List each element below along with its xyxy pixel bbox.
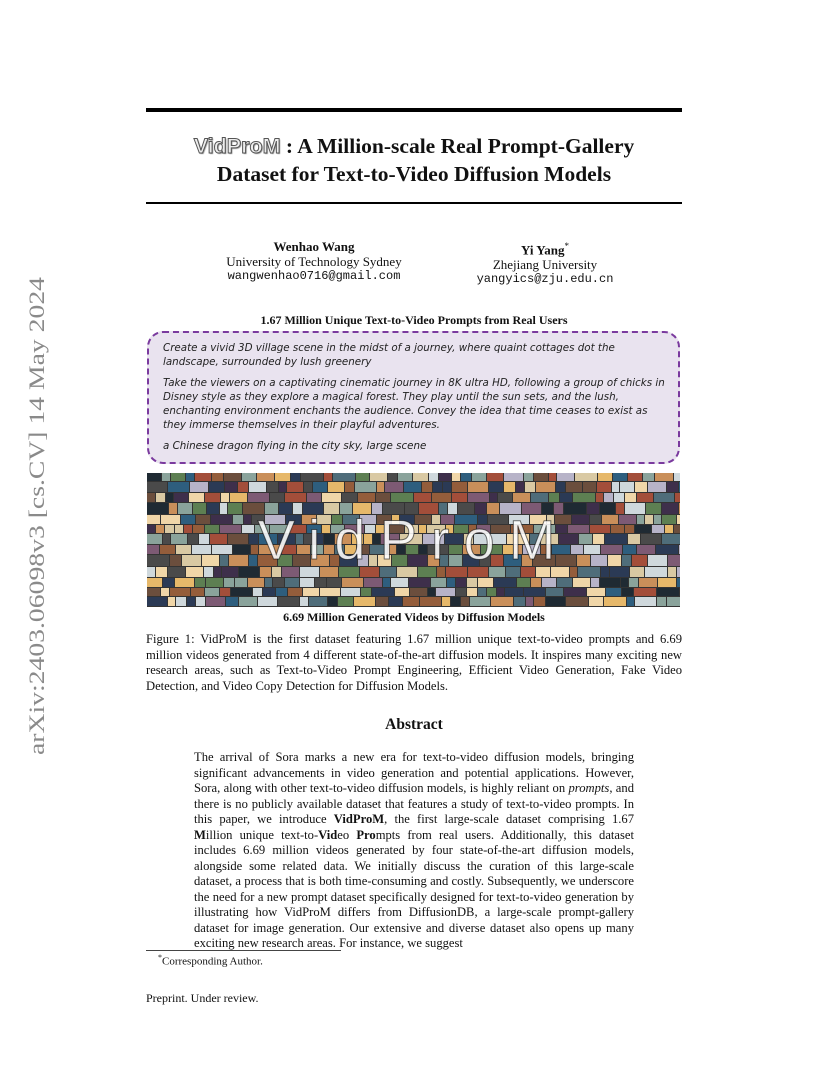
mosaic-thumbnail: [230, 493, 247, 502]
mosaic-thumbnail: [338, 597, 353, 606]
mosaic-thumbnail: [491, 597, 513, 606]
mosaic-thumbnail: [524, 588, 545, 596]
mosaic-thumbnail: [388, 473, 397, 481]
mosaic-thumbnail: [487, 473, 503, 481]
mosaic-thumbnail: [622, 588, 633, 596]
mosaic-thumbnail: [648, 482, 666, 492]
mosaic-thumbnail: [224, 473, 241, 481]
mosaic-thumbnail: [531, 493, 548, 502]
mosaic-thumbnail: [265, 578, 272, 587]
mosaic-thumbnail: [436, 588, 455, 596]
mosaic-thumbnail: [257, 473, 274, 481]
mosaic-thumbnail: [564, 588, 586, 596]
mosaic-thumbnail: [278, 597, 299, 606]
mosaic-thumbnail: [162, 473, 170, 481]
author-block: [204, 239, 424, 284]
mosaic-thumbnail: [452, 473, 460, 481]
mosaic-thumbnail: [516, 482, 524, 492]
mosaic-thumbnail: [361, 588, 371, 596]
mosaic-thumbnail: [534, 473, 548, 481]
mosaic-thumbnail: [355, 482, 376, 492]
mosaic-thumbnail: [163, 578, 174, 587]
mosaic-thumbnail: [587, 588, 605, 596]
title-rule-top: [146, 108, 682, 112]
mosaic-thumbnail: [409, 578, 430, 587]
mosaic-thumbnail: [549, 473, 556, 481]
mosaic-thumbnail: [461, 473, 471, 481]
mosaic-thumbnail: [431, 578, 446, 587]
mosaic-thumbnail: [635, 597, 656, 606]
footnote-text: Corresponding Author.: [162, 955, 263, 968]
paper-title: [146, 132, 682, 188]
mosaic-thumbnail: [175, 578, 194, 587]
mosaic-thumbnail: [328, 482, 344, 492]
footnote-mark: *: [158, 953, 162, 962]
mosaic-thumbnail: [276, 588, 287, 596]
mosaic-thumbnail: [395, 588, 409, 596]
mosaic-thumbnail: [324, 473, 332, 481]
mosaic-thumbnail: [429, 473, 438, 481]
mosaic-thumbnail: [403, 597, 419, 606]
mosaic-thumbnail: [470, 597, 490, 606]
mosaic-thumbnail: [478, 588, 486, 596]
mosaic-thumbnail: [560, 493, 572, 502]
mosaic-thumbnail: [534, 597, 545, 606]
arxiv-identifier: [24, 275, 50, 755]
mosaic-thumbnail: [376, 597, 388, 606]
mosaic-thumbnail: [422, 482, 432, 492]
mosaic-thumbnail: [300, 597, 308, 606]
mosaic-thumbnail: [333, 473, 355, 481]
mosaic-thumbnail: [657, 597, 666, 606]
mosaic-thumbnail: [566, 597, 588, 606]
mosaic-thumbnail: [614, 493, 624, 502]
mosaic-thumbnail: [322, 493, 341, 502]
prompt-example: a Chinese dragon flying in the city sky, large scene: [163, 439, 427, 452]
mosaic-thumbnail: [531, 578, 541, 587]
mosaic-thumbnail: [364, 578, 382, 587]
mosaic-thumbnail: [600, 578, 620, 587]
mosaic-thumbnail: [546, 597, 565, 606]
mosaic-thumbnail: [341, 588, 360, 596]
mosaic-thumbnail: [657, 588, 679, 596]
prompts-heading: 1.67 Million Unique Text-to-Video Prompts from Real Users: [260, 313, 568, 327]
mosaic-thumbnail: [239, 597, 257, 606]
mosaic-thumbnail: [273, 578, 284, 587]
mosaic-thumbnail: [389, 597, 402, 606]
mosaic-thumbnail: [383, 578, 390, 587]
mosaic-thumbnail: [287, 482, 303, 492]
abstract-text: mpts from real users. Additionally, this dataset includes 6.69 million videos generated by four state-of-the-art diffusion models, alongside some related data. We initially discuss the curation of this large-scale dataset, a process that is both time-consuming and costly. Subsequently, we underscore the need for a new prompt dataset specifically designed for text-to-video generation by illustrating how VidProM differs from DiffusionDB, a large-scale prompt-gallery dataset for image generation. Our extensive and diverse dataset also opens up many exciting new research areas. For instance, we suggest: [194, 827, 634, 950]
mosaic-thumbnail: [220, 588, 230, 596]
mosaic-thumbnail: [620, 482, 634, 492]
title-brand-logo: VidProM: [193, 134, 281, 158]
mosaic-thumbnail: [598, 473, 612, 481]
mosaic-thumbnail: [634, 588, 656, 596]
mosaic-thumbnail: [249, 482, 266, 492]
mosaic-thumbnail: [372, 588, 394, 596]
mosaic-thumbnail: [497, 588, 504, 596]
abstract-bold: Vid: [318, 827, 338, 842]
mosaic-thumbnail: [313, 482, 327, 492]
abstract-bold: M: [194, 827, 206, 842]
mosaic-thumbnail: [342, 578, 363, 587]
mosaic-thumbnail: [187, 597, 195, 606]
abstract-body: [194, 750, 634, 952]
mosaic-thumbnail: [675, 493, 680, 502]
abstract-bold: Pro: [356, 827, 376, 842]
mosaic-thumbnail: [549, 493, 559, 502]
mosaic-thumbnail: [504, 482, 515, 492]
mosaic-thumbnail: [606, 588, 621, 596]
mosaic-thumbnail: [258, 597, 277, 606]
mosaic-thumbnail: [354, 597, 375, 606]
abstract-text: , the first large-scale dataset comprising 1.67: [384, 812, 634, 826]
mosaic-thumbnail: [376, 493, 390, 502]
mosaic-thumbnail: [472, 473, 486, 481]
mosaic-thumbnail: [161, 588, 169, 596]
mosaic-thumbnail: [231, 588, 252, 596]
gallery-overlay-title: VidProM: [257, 508, 570, 571]
mosaic-thumbnail: [505, 588, 523, 596]
mosaic-thumbnail: [186, 473, 194, 481]
mosaic-thumbnail: [248, 578, 264, 587]
mosaic-thumbnail: [556, 482, 565, 492]
mosaic-thumbnail: [174, 493, 188, 502]
mosaic-thumbnail: [176, 597, 186, 606]
mosaic-thumbnail: [589, 597, 603, 606]
mosaic-thumbnail: [391, 493, 413, 502]
mosaic-thumbnail: [517, 578, 530, 587]
mosaic-thumbnail: [557, 473, 574, 481]
mosaic-thumbnail: [414, 493, 431, 502]
mosaic-thumbnail: [546, 588, 563, 596]
mosaic-thumbnail: [504, 473, 523, 481]
mosaic-thumbnail: [604, 597, 626, 606]
author-block: [435, 239, 655, 287]
abstract-heading: Abstract: [385, 716, 443, 733]
mosaic-thumbnail: [328, 597, 337, 606]
mosaic-thumbnail: [315, 578, 326, 587]
mosaic-thumbnail: [263, 588, 275, 596]
abstract-bold: VidProM: [333, 812, 385, 826]
abstract-emphasis: prompts: [568, 781, 610, 795]
mosaic-thumbnail: [433, 482, 442, 492]
mosaic-thumbnail: [451, 597, 460, 606]
author-name: Wenhao Wang: [273, 239, 355, 254]
mosaic-thumbnail: [575, 473, 597, 481]
mosaic-thumbnail: [514, 597, 525, 606]
mosaic-thumbnail: [413, 473, 428, 481]
mosaic-thumbnail: [356, 473, 369, 481]
mosaic-thumbnail: [677, 578, 680, 587]
title-rule-bottom: [146, 202, 682, 204]
mosaic-thumbnail: [238, 482, 248, 492]
mosaic-thumbnail: [147, 588, 160, 596]
mosaic-thumbnail: [596, 493, 603, 502]
mosaic-thumbnail: [452, 493, 467, 502]
mosaic-thumbnail: [629, 578, 638, 587]
arxiv-identifier-text: arXiv:2403.06098v3 [cs.CV] 14 May 2024: [24, 369, 49, 755]
mosaic-thumbnail: [195, 473, 211, 481]
mosaic-thumbnail: [573, 578, 590, 587]
mosaic-thumbnail: [221, 493, 229, 502]
mosaic-thumbnail: [443, 482, 451, 492]
mosaic-thumbnail: [597, 482, 611, 492]
mosaic-thumbnail: [420, 597, 441, 606]
author-name: Yi Yang: [521, 242, 565, 258]
footnote: [158, 953, 263, 968]
mosaic-thumbnail: [191, 588, 204, 596]
mosaic-thumbnail: [285, 578, 299, 587]
mosaic-thumbnail: [667, 597, 680, 606]
mosaic-thumbnail: [190, 482, 208, 492]
mosaic-thumbnail: [303, 588, 319, 596]
mosaic-thumbnail: [205, 493, 220, 502]
mosaic-thumbnail: [613, 473, 627, 481]
author-affiliation: Zhejiang University: [492, 257, 598, 273]
mosaic-thumbnail: [291, 473, 300, 481]
mosaic-thumbnail: [679, 482, 680, 492]
mosaic-thumbnail: [461, 597, 469, 606]
mosaic-thumbnail: [404, 482, 421, 492]
mosaic-thumbnail: [385, 482, 403, 492]
mosaic-thumbnail: [655, 473, 673, 481]
mosaic-thumbnail: [627, 597, 634, 606]
mosaic-thumbnail: [195, 578, 205, 587]
mosaic-thumbnail: [171, 473, 185, 481]
mosaic-thumbnail: [242, 473, 256, 481]
mosaic-thumbnail: [147, 597, 167, 606]
mosaic-thumbnail: [224, 578, 234, 587]
videos-heading: 6.69 Million Generated Videos by Diffusion Models: [283, 610, 545, 624]
figure-caption: Figure 1: VidProM is the first dataset featuring 1.67 million unique text-to-video prompts and 6.69 million videos generated from 4 different state-of-the-art diffusion models. It inspires many exciting new research areas, such as Text-to-Video Prompt Engineering, Efficient Video Generation, Fake Video Detection, and Video Copy Detection for Diffusion Models.: [146, 632, 682, 693]
author-email[interactable]: wangwenhao0716@gmail.com: [227, 269, 401, 283]
mosaic-thumbnail: [442, 597, 450, 606]
mosaic-thumbnail: [206, 578, 223, 587]
mosaic-thumbnail: [168, 597, 175, 606]
mosaic-thumbnail: [525, 482, 535, 492]
mosaic-thumbnail: [147, 578, 162, 587]
mosaic-thumbnail: [468, 482, 488, 492]
mosaic-thumbnail: [573, 493, 595, 502]
mosaic-thumbnail: [439, 473, 451, 481]
mosaic-thumbnail: [309, 597, 327, 606]
mosaic-thumbnail: [212, 473, 223, 481]
mosaic-thumbnail: [428, 588, 435, 596]
mosaic-thumbnail: [285, 493, 306, 502]
mosaic-thumbnail: [604, 493, 613, 502]
mosaic-thumbnail: [345, 482, 354, 492]
mosaic-thumbnail: [320, 588, 340, 596]
mosaic-thumbnail: [225, 482, 237, 492]
mosaic-thumbnail: [639, 578, 657, 587]
mosaic-thumbnail: [467, 588, 477, 596]
mosaic-thumbnail: [667, 482, 678, 492]
mosaic-thumbnail: [235, 578, 247, 587]
prompt-example: Create a vivid 3D village scene in the midst of a journey, where quaint cottages dot the landscape, surrounded by lush greenery: [163, 342, 615, 369]
mosaic-thumbnail: [643, 473, 654, 481]
mosaic-thumbnail: [513, 493, 530, 502]
mosaic-thumbnail: [196, 597, 205, 606]
mosaic-thumbnail: [456, 578, 466, 587]
title-line-1: : A Million-scale Real Prompt-Gallery: [280, 134, 635, 158]
mosaic-thumbnail: [478, 578, 493, 587]
mosaic-thumbnail: [487, 588, 496, 596]
mosaic-thumbnail: [156, 493, 165, 502]
abstract-text: eo: [337, 827, 357, 842]
mosaic-thumbnail: [490, 493, 497, 502]
mosaic-thumbnail: [658, 578, 676, 587]
mosaic-thumbnail: [456, 588, 466, 596]
mosaic-thumbnail: [327, 578, 341, 587]
abstract-text: The arrival of Sora marks a new era for text-to-video diffusion models, bringing significant advancements in video generation and potential applications. However, Sora, along with other text-to-video diffusion models, is highly reliant on: [194, 750, 634, 795]
mosaic-thumbnail: [267, 482, 278, 492]
mosaic-thumbnail: [566, 482, 582, 492]
mosaic-thumbnail: [226, 597, 238, 606]
mosaic-thumbnail: [170, 588, 190, 596]
mosaic-thumbnail: [300, 578, 314, 587]
mosaic-thumbnail: [279, 482, 286, 492]
mosaic-thumbnail: [637, 493, 653, 502]
mosaic-thumbnail: [166, 493, 173, 502]
mosaic-thumbnail: [467, 578, 477, 587]
mosaic-thumbnail: [612, 482, 619, 492]
mosaic-thumbnail: [270, 493, 284, 502]
mosaic-thumbnail: [621, 578, 628, 587]
footnote-rule: [146, 950, 341, 951]
mosaic-thumbnail: [342, 493, 357, 502]
author-mark: *: [564, 241, 569, 251]
preprint-notice: Preprint. Under review.: [146, 991, 259, 1005]
mosaic-thumbnail: [377, 482, 384, 492]
mosaic-thumbnail: [370, 473, 387, 481]
prompt-example: Take the viewers on a captivating cinematic journey in 8K ultra HD, following a group of chicks in Disney style as they explore a magical forest. They play until the sun sets, and the lush, enchanting environment enchants the audience. Convey the idea that time ceases to exist as they immerse themselves in their playful adventures.: [163, 376, 665, 432]
mosaic-thumbnail: [447, 578, 455, 587]
mosaic-thumbnail: [498, 493, 512, 502]
mosaic-thumbnail: [452, 482, 467, 492]
mosaic-thumbnail: [625, 493, 636, 502]
mosaic-thumbnail: [526, 597, 533, 606]
mosaic-thumbnail: [432, 493, 451, 502]
mosaic-thumbnail: [147, 493, 155, 502]
mosaic-thumbnail: [301, 473, 323, 481]
mosaic-thumbnail: [410, 588, 427, 596]
mosaic-thumbnail: [489, 482, 503, 492]
mosaic-thumbnail: [635, 482, 647, 492]
mosaic-thumbnail: [147, 482, 167, 492]
mosaic-thumbnail: [628, 473, 642, 481]
mosaic-thumbnail: [189, 493, 204, 502]
mosaic-thumbnail: [524, 473, 533, 481]
mosaic-thumbnail: [253, 588, 262, 596]
mosaic-thumbnail: [536, 482, 555, 492]
mosaic-thumbnail: [248, 493, 269, 502]
mosaic-thumbnail: [147, 473, 161, 481]
author-affiliation: University of Technology Sydney: [226, 254, 402, 269]
abstract-text: , and there is no publicly available dataset that features a study of text-to-video prompts. In this paper, we introduce: [194, 781, 634, 826]
mosaic-thumbnail: [654, 493, 674, 502]
mosaic-thumbnail: [275, 473, 290, 481]
mosaic-thumbnail: [468, 493, 489, 502]
mosaic-thumbnail: [583, 482, 596, 492]
mosaic-thumbnail: [391, 578, 408, 587]
mosaic-thumbnail: [307, 493, 321, 502]
author-email[interactable]: yangyics@zju.edu.cn: [476, 272, 614, 287]
mosaic-thumbnail: [358, 493, 375, 502]
title-line-2: Dataset for Text-to-Video Diffusion Models: [216, 162, 612, 186]
mosaic-thumbnail: [591, 578, 599, 587]
video-gallery-mosaic: [147, 473, 680, 607]
mosaic-thumbnail: [557, 578, 572, 587]
mosaic-thumbnail: [209, 482, 224, 492]
mosaic-thumbnail: [168, 482, 189, 492]
mosaic-thumbnail: [674, 473, 680, 481]
mosaic-thumbnail: [288, 588, 302, 596]
mosaic-thumbnail: [398, 473, 412, 481]
mosaic-thumbnail: [205, 588, 219, 596]
mosaic-thumbnail: [542, 578, 556, 587]
prompt-examples-box: [147, 331, 680, 464]
abstract-text: illion unique text-to-: [205, 827, 319, 842]
mosaic-thumbnail: [494, 578, 516, 587]
mosaic-thumbnail: [206, 597, 225, 606]
mosaic-thumbnail: [304, 482, 312, 492]
